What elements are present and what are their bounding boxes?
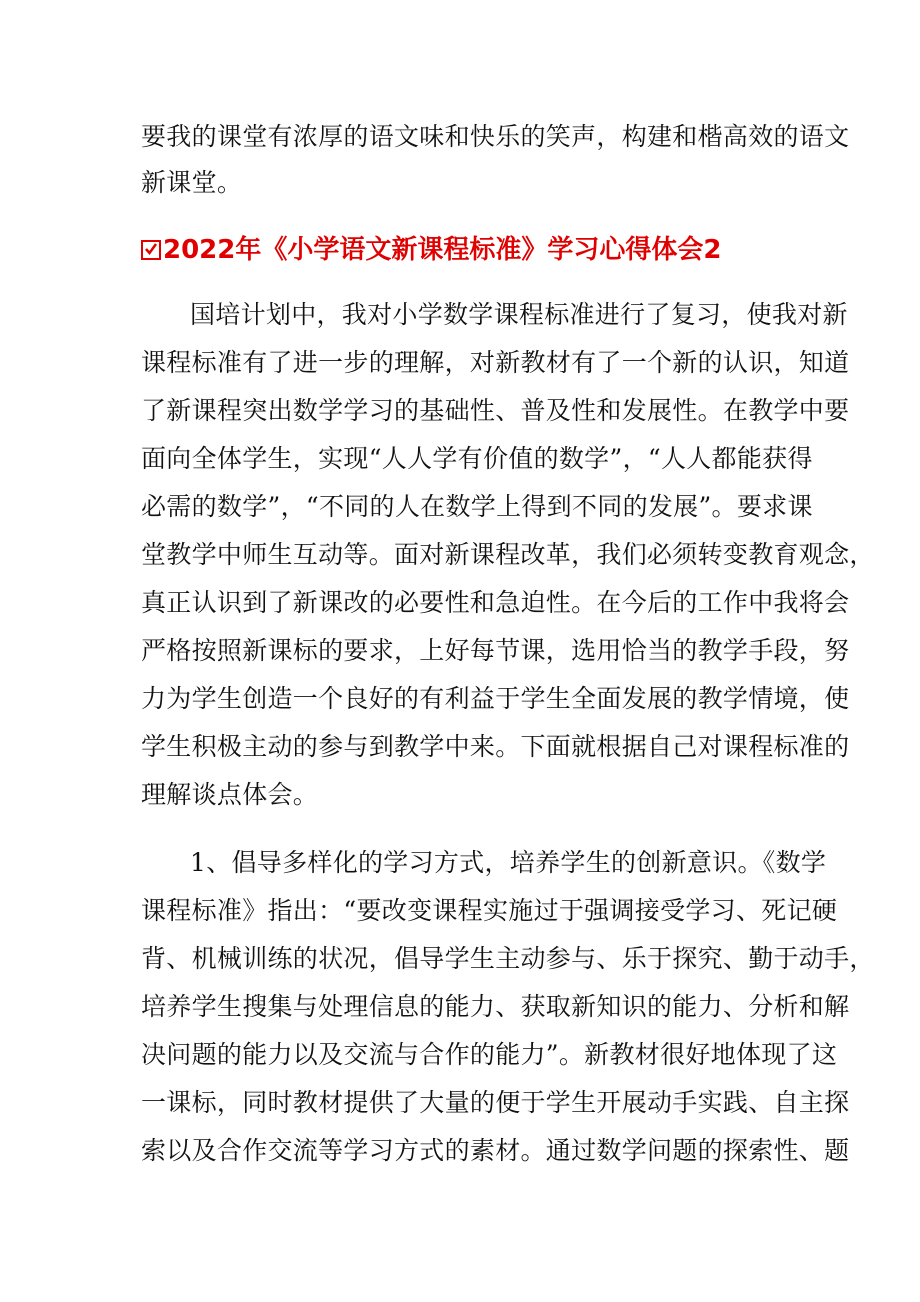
text-line: 堂教学中师生互动等。面对新课程改革，我们必须转变教育观念， [141,540,875,569]
text-line: 学生积极主动的参与到教学中来。下面就根据自己对课程标准的 [141,732,850,761]
text-line: 力为学生创造一个良好的有利益于学生全面发展的教学情境，使 [141,684,850,713]
text-line: 新课堂。 [141,168,243,197]
text-line: 课程标准》指出：“要改变课程实施过于强调接受学习、死记硬 [141,896,838,925]
text-line: 要我的课堂有浓厚的语文味和快乐的笑声，构建和楷高效的语文 [141,122,850,151]
text-line: 决问题的能力以及交流与合作的能力”。新教材很好地体现了这 [141,1040,838,1069]
text-line: 理解谈点体会。 [141,780,319,809]
text-line: 课程标准有了进一步的理解，对新教材有了一个新的认识，知道 [141,348,850,377]
section-heading [141,232,721,268]
text-line: 背、机械训练的状况，倡导学生主动参与、乐于探究、勤于动手， [141,944,875,973]
text-line: 了新课程突出数学学习的基础性、普及性和发展性。在教学中要 [141,396,850,425]
text-line: 1、倡导多样化的学习方式，培养学生的创新意识。《数学 [190,848,827,877]
text-line: 索以及合作交流等学习方式的素材。通过数学问题的探索性、题 [141,1136,850,1165]
text-line: 真正认识到了新课改的必要性和急迫性。在今后的工作中我将会 [141,588,850,617]
section-heading-text: 2022年《小学语文新课程标准》学习心得体会2 [163,235,722,265]
text-line: 面向全体学生，实现“人人学有价值的数学”，“人人都能获得 [141,444,813,473]
text-line: 培养学生搜集与处理信息的能力、获取新知识的能力、分析和解 [141,992,850,1021]
text-line: 严格按照新课标的要求，上好每节课，选用恰当的教学手段，努 [141,636,850,665]
checkbox-checked-icon [141,240,161,260]
text-line: 国培计划中，我对小学数学课程标准进行了复习，使我对新 [190,300,848,329]
text-line: 必需的数学”，“不同的人在数学上得到不同的发展”。要求课 [141,492,813,521]
text-line: 一课标，同时教材提供了大量的便于学生开展动手实践、自主探 [141,1088,850,1117]
